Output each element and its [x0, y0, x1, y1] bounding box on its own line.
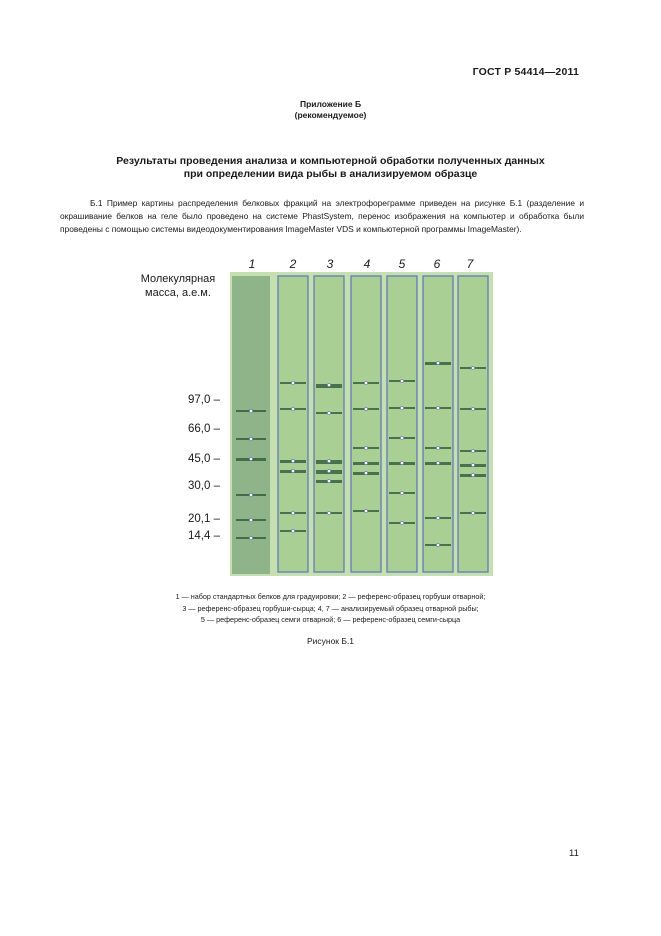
- gel-marker-dot: [471, 473, 474, 476]
- gel-marker-dot: [400, 491, 403, 494]
- gel-marker-dot: [327, 411, 330, 414]
- appendix-title: [0, 99, 661, 121]
- gel-lane-7: [458, 276, 488, 572]
- gel-lane-3: [314, 276, 344, 572]
- gel-marker-dot: [364, 509, 367, 512]
- caption-line-1: 1 — набор стандартных белков для градуировки; 2 — референс-образец горбуши отварной;: [175, 592, 486, 601]
- gel-marker-dot: [291, 469, 294, 472]
- lane-number-3: 3: [326, 257, 334, 271]
- mw-label-line-1: Молекулярная: [140, 273, 216, 285]
- lane-number-4: 4: [363, 257, 371, 271]
- gel-marker-dot: [436, 406, 439, 409]
- lane-number-5: 5: [398, 257, 406, 271]
- gel-marker-dot: [436, 461, 439, 464]
- gel-marker-dot: [471, 449, 474, 452]
- body-paragraph: Б.1 Пример картины распределения белковых фракций на электрофореграмме приведен на рисунке Б.1 (разделение и окрашивание белков на геле было проведено на системе PhastSystem, перенос изображения на компьютер и обработка были проведены с помощью системы видеодокументирования ImageMaster VDS и компьютерной программы ImageMaster).: [60, 198, 584, 234]
- caption-line-3: 5 — референс-образец семги отварной; 6 — референс-образец семги-сырца: [200, 615, 461, 624]
- lane-number-2: 2: [289, 257, 297, 271]
- gel-lane-4: [351, 276, 381, 572]
- gel-marker-dot: [436, 446, 439, 449]
- gel-marker-dot: [327, 511, 330, 514]
- gel-marker-dot: [327, 459, 330, 462]
- gel-marker-dot: [364, 461, 367, 464]
- lane-number-7: 7: [466, 257, 474, 271]
- gel-marker-dot: [400, 461, 403, 464]
- gel-marker-dot: [400, 379, 403, 382]
- caption-line-2: 3 — референс-образец горбуши-сырца; 4, 7 — анализируемый образец отварной рыбы;: [182, 603, 479, 613]
- gel-lane-5: [387, 276, 417, 572]
- electrophoregram-image: [230, 272, 493, 576]
- gel-marker-dot: [249, 457, 252, 460]
- lane-number-1: 1: [248, 257, 256, 271]
- lane-number-6: 6: [433, 257, 441, 271]
- gel-marker-dot: [471, 366, 474, 369]
- heading-line-1: Результаты проведения анализа и компьютерной обработки полученных данных: [116, 155, 545, 167]
- gel-marker-dot: [364, 381, 367, 384]
- gel-marker-dot: [249, 493, 252, 496]
- gel-marker-dot: [436, 361, 439, 364]
- gel-marker-dot: [249, 536, 252, 539]
- gel-marker-dot: [291, 459, 294, 462]
- gel-marker-dot: [327, 479, 330, 482]
- gel-marker-dot: [364, 471, 367, 474]
- appendix-status: (рекомендуемое): [294, 110, 367, 120]
- gel-lane-6: [423, 276, 453, 572]
- gel-marker-dot: [291, 529, 294, 532]
- gel-lane-1: [232, 276, 270, 574]
- gel-marker-dot: [364, 446, 367, 449]
- standard-number: ГОСТ Р 54414—2011: [472, 66, 579, 78]
- gel-marker-dot: [291, 407, 294, 410]
- section-heading: [0, 155, 661, 181]
- gel-marker-dot: [400, 406, 403, 409]
- gel-lane-2: [278, 276, 308, 572]
- page-number: 11: [569, 848, 579, 859]
- gel-marker-dot: [471, 463, 474, 466]
- mw-label-line-2: масса, а.е.м.: [145, 287, 211, 299]
- marker-14: 14,4 –: [188, 530, 220, 542]
- figure-caption: [0, 591, 661, 626]
- gel-marker-dot: [400, 521, 403, 524]
- marker-20: 20,1 –: [188, 513, 220, 525]
- marker-66: 66,0 –: [188, 423, 220, 435]
- gel-marker-dot: [436, 516, 439, 519]
- gel-marker-dot: [471, 407, 474, 410]
- gel-marker-dot: [249, 409, 252, 412]
- gel-marker-dot: [364, 407, 367, 410]
- gel-marker-dot: [291, 381, 294, 384]
- gel-marker-dot: [249, 437, 252, 440]
- molecular-mass-label: [118, 272, 238, 300]
- gel-marker-dot: [249, 518, 252, 521]
- figure-label: Рисунок Б.1: [306, 636, 355, 646]
- marker-45: 45,0 –: [188, 453, 220, 465]
- gel-marker-dot: [327, 383, 330, 386]
- heading-line-2: при определении вида рыбы в анализируемом образце: [183, 168, 478, 180]
- gel-marker-dot: [471, 511, 474, 514]
- marker-30: 30,0 –: [188, 480, 220, 492]
- gel-marker-dot: [291, 511, 294, 514]
- appendix-label: Приложение Б: [299, 99, 362, 109]
- gel-marker-dot: [400, 436, 403, 439]
- marker-97: 97,0 –: [188, 394, 220, 406]
- gel-marker-dot: [327, 469, 330, 472]
- gel-marker-dot: [436, 543, 439, 546]
